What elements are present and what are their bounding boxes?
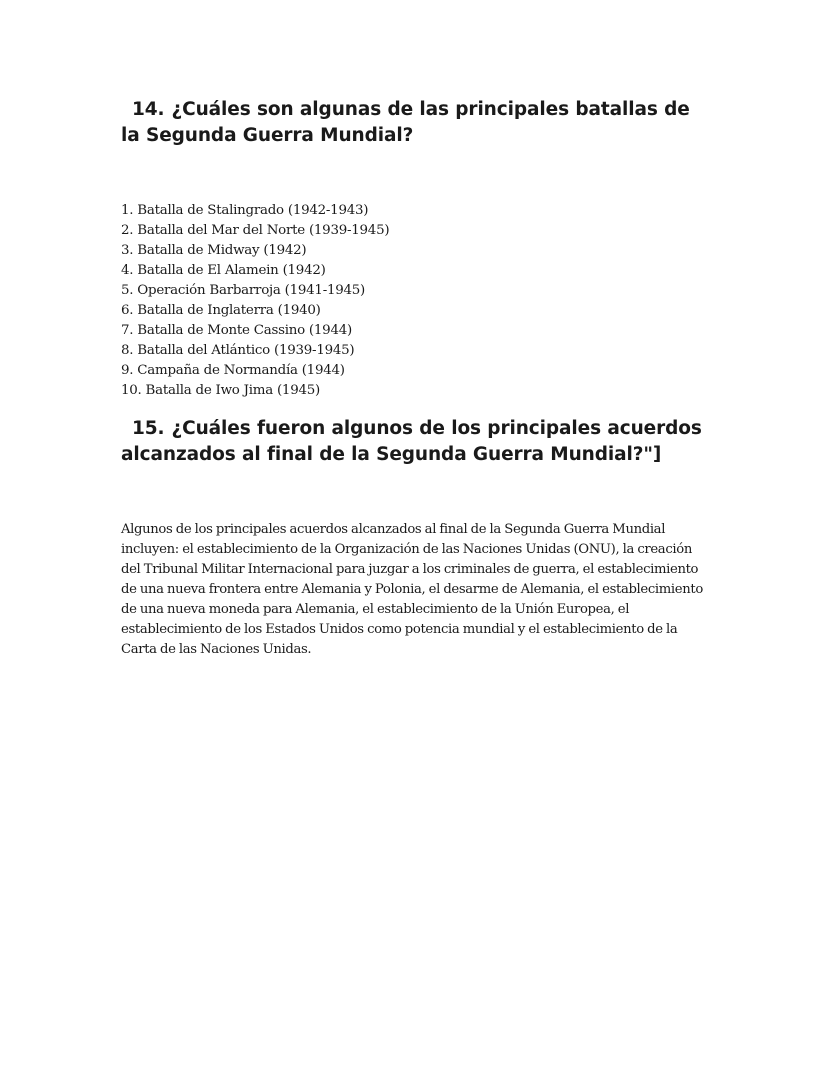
question-15-heading — [121, 416, 711, 468]
list-item: 1. Batalla de Stalingrado (1942-1943) — [121, 203, 369, 218]
question-14-heading — [121, 97, 711, 149]
list-item: 3. Batalla de Midway (1942) — [121, 243, 307, 258]
question-14-number: 14. — [132, 99, 165, 120]
list-item: 9. Campaña de Normandía (1944) — [121, 363, 345, 378]
list-item: 2. Batalla del Mar del Norte (1939-1945) — [121, 223, 390, 238]
answer-15-paragraph: Algunos de los principales acuerdos alcanzados al final de la Segunda Guerra Mundial incluyen: el establecimiento de la Organización de las Naciones Unidas (ONU), la creación del Tribunal Militar Internacional para juzgar a los criminales de guerra, el establecimiento de una nueva frontera entre Alemania y Polonia, el desarme de Alemania, el establecimiento de una nueva moneda para Alemania, el establecimiento de la Unión Europea, el establecimiento de los Estados Unidos como potencia mundial y el establecimiento de la Carta de las Naciones Unidas. — [121, 522, 703, 657]
question-15-text: ¿Cuáles fueron algunos de los principales acuerdos alcanzados al final de la Segunda Guerra Mundial?"] — [121, 418, 702, 465]
battles-list — [121, 201, 389, 401]
list-item: 5. Operación Barbarroja (1941-1945) — [121, 283, 366, 298]
list-item: 6. Batalla de Inglaterra (1940) — [121, 303, 321, 318]
list-item: 8. Batalla del Atlántico (1939-1945) — [121, 343, 355, 358]
list-item: 7. Batalla de Monte Cassino (1944) — [121, 323, 352, 338]
list-item: 4. Batalla de El Alamein (1942) — [121, 263, 326, 278]
list-item: 10. Batalla de Iwo Jima (1945) — [121, 383, 320, 398]
question-15-number: 15. — [132, 418, 165, 439]
question-14-text: ¿Cuáles son algunas de las principales batallas de la Segunda Guerra Mundial? — [121, 99, 690, 146]
